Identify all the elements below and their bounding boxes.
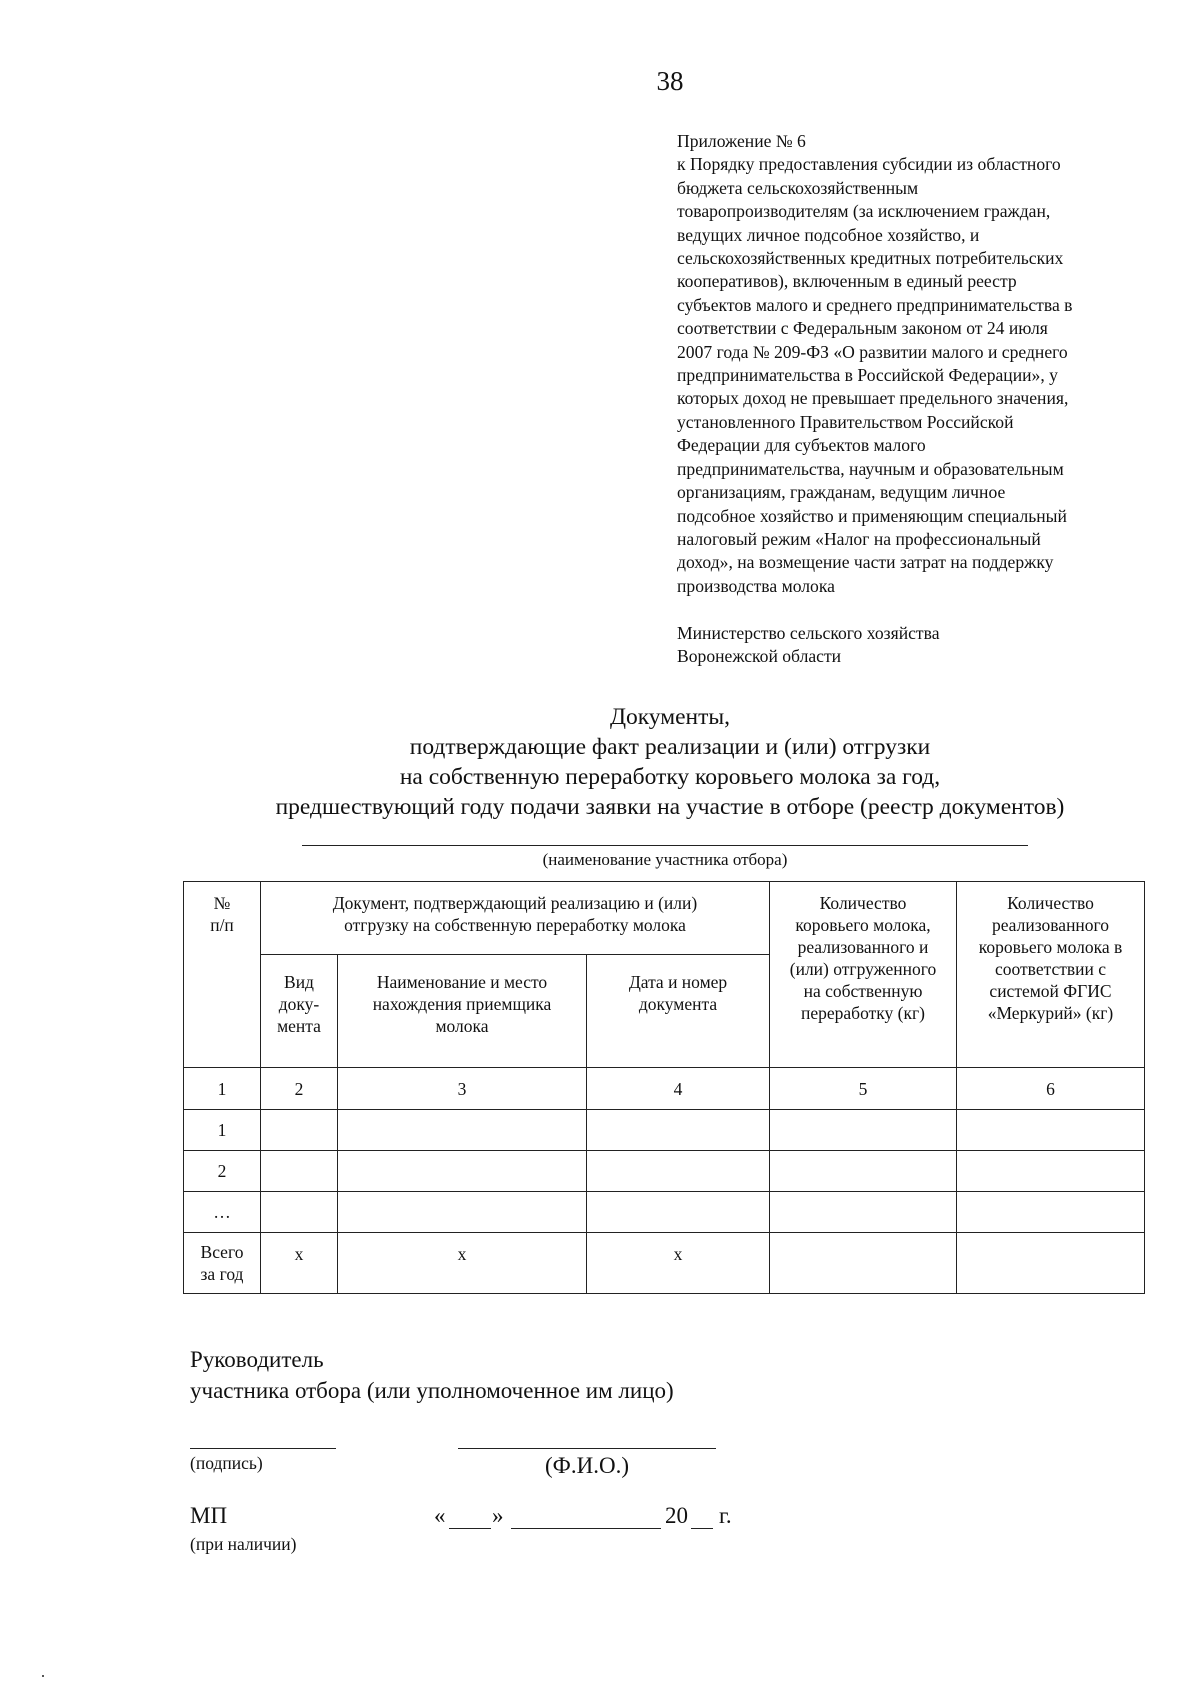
appendix-line: кооперативов), включенным в единый реестр bbox=[677, 271, 1017, 292]
fio-line bbox=[458, 1448, 716, 1449]
header-doc-type bbox=[261, 955, 338, 1068]
date-month-line bbox=[511, 1528, 661, 1529]
table-row bbox=[184, 1110, 1145, 1151]
appendix-line: подсобное хозяйство и применяющим специальный bbox=[677, 505, 1067, 526]
title-line: Документы, bbox=[609, 704, 731, 730]
header-text: Документ, подтверждающий реализацию и (или) bbox=[332, 893, 698, 913]
page-number: 38 bbox=[656, 66, 684, 96]
appendix-line: которых доход не превышает предельного значения, bbox=[677, 388, 1069, 409]
header-text: (или) отгруженного bbox=[789, 959, 937, 979]
table-cell bbox=[338, 1151, 587, 1192]
row-number: … bbox=[184, 1192, 261, 1233]
header-text: нахождения приемщика bbox=[372, 994, 552, 1014]
column-number: 3 bbox=[338, 1068, 587, 1110]
table-cell bbox=[338, 1110, 587, 1151]
header-text: соответствии с bbox=[994, 959, 1107, 979]
appendix-line: товаропроизводителям (за исключением граждан, bbox=[677, 201, 1051, 222]
header-text: Наименование и место bbox=[376, 972, 548, 992]
column-number: 6 bbox=[957, 1068, 1145, 1110]
appendix-line: к Порядку предоставления субсидии из областного bbox=[677, 154, 1061, 175]
header-text: п/п bbox=[210, 915, 234, 935]
header-text: системой ФГИС bbox=[989, 981, 1112, 1001]
addressee bbox=[677, 622, 1157, 669]
header-text: переработку (кг) bbox=[801, 1003, 925, 1023]
table-cell bbox=[261, 1192, 338, 1233]
header-text: мента bbox=[277, 1016, 321, 1036]
title-line: подтверждающие факт реализации и (или) отгрузки bbox=[409, 734, 931, 760]
stamp-note: (при наличии) bbox=[190, 1534, 297, 1554]
date-open-quote: « bbox=[434, 1503, 446, 1528]
table-cell bbox=[770, 1110, 957, 1151]
addressee-line: Воронежской области bbox=[677, 646, 842, 667]
date-day-line bbox=[449, 1528, 491, 1529]
appendix-line: установленного Правительством Российской bbox=[677, 411, 1014, 432]
header-text: № bbox=[213, 893, 231, 913]
column-number: 4 bbox=[587, 1068, 770, 1110]
table-cell bbox=[587, 1110, 770, 1151]
stamp-label: МП bbox=[190, 1503, 228, 1528]
table-cell bbox=[338, 1192, 587, 1233]
appendix-line: производства молока bbox=[677, 575, 835, 596]
appendix-line: субъектов малого и среднего предпринимательства в bbox=[677, 294, 1073, 315]
date-year-suffix: г. bbox=[719, 1503, 732, 1528]
appendix-line: ведущих личное подсобное хозяйство, и bbox=[677, 224, 980, 245]
header-document-group bbox=[261, 882, 770, 955]
participant-caption: (наименование участника отбора) bbox=[542, 850, 788, 869]
header-text: Количество bbox=[1007, 893, 1094, 913]
header-date-number bbox=[587, 955, 770, 1068]
header-text: доку- bbox=[278, 994, 320, 1014]
total-label-text: за год bbox=[200, 1264, 244, 1284]
header-text: Дата и номер bbox=[628, 972, 728, 992]
appendix-line: бюджета сельскохозяйственным bbox=[677, 177, 919, 198]
appendix-line: налоговый режим «Налог на профессиональный bbox=[677, 528, 1041, 549]
table-cell bbox=[957, 1151, 1145, 1192]
signature-caption: (подпись) bbox=[190, 1453, 263, 1473]
total-cell bbox=[957, 1233, 1145, 1294]
header-mercury-quantity bbox=[957, 882, 1145, 1068]
total-label bbox=[184, 1233, 261, 1294]
appendix-line: организациям, гражданам, ведущим личное bbox=[677, 482, 1006, 503]
date-close-quote: » bbox=[492, 1503, 504, 1528]
header-quantity bbox=[770, 882, 957, 1068]
title-line: предшествующий году подачи заявки на участие в отборе (реестр документов) bbox=[275, 794, 1065, 820]
table-cell bbox=[957, 1110, 1145, 1151]
appendix-line: Федерации для субъектов малого bbox=[677, 435, 926, 456]
header-text: отгрузку на собственную переработку молока bbox=[344, 915, 686, 935]
table-cell bbox=[770, 1151, 957, 1192]
fio-caption: (Ф.И.О.) bbox=[545, 1453, 629, 1478]
appendix-line: доход», на возмещение части затрат на поддержку bbox=[677, 552, 1054, 573]
addressee-line: Министерство сельского хозяйства bbox=[677, 623, 940, 643]
column-number: 5 bbox=[770, 1068, 957, 1110]
scan-speck bbox=[42, 1675, 44, 1677]
appendix-line: предпринимательства, научным и образовательным bbox=[677, 458, 1064, 479]
appendix-line: предпринимательства в Российской Федерации», у bbox=[677, 365, 1058, 386]
total-cell: х bbox=[587, 1233, 770, 1294]
date-year-line bbox=[691, 1528, 713, 1529]
appendix-line: сельскохозяйственных кредитных потребительских bbox=[677, 248, 1064, 269]
total-row bbox=[184, 1233, 1145, 1294]
appendix-line: 2007 года № 209-ФЗ «О развитии малого и среднего bbox=[677, 341, 1068, 362]
date-year-prefix: 20 bbox=[665, 1503, 688, 1528]
header-receiver bbox=[338, 955, 587, 1068]
header-num bbox=[184, 882, 261, 1068]
table-cell bbox=[261, 1110, 338, 1151]
title-line: на собственную переработку коровьего молока за год, bbox=[399, 764, 941, 790]
header-text: молока bbox=[435, 1016, 489, 1036]
row-number: 1 bbox=[184, 1110, 261, 1151]
table-row bbox=[184, 1192, 1145, 1233]
table-cell bbox=[261, 1151, 338, 1192]
header-row bbox=[184, 882, 1145, 955]
header-text: Количество bbox=[819, 893, 907, 913]
appendix-line: соответствии с Федеральным законом от 24 июля bbox=[677, 318, 1048, 339]
table-cell bbox=[587, 1192, 770, 1233]
total-cell: х bbox=[261, 1233, 338, 1294]
header-text: реализованного и bbox=[797, 937, 929, 957]
header-text: Вид bbox=[284, 972, 314, 992]
appendix-line: Приложение № 6 bbox=[677, 131, 806, 151]
column-number: 1 bbox=[184, 1068, 261, 1110]
document-title bbox=[160, 702, 1180, 822]
table-cell bbox=[770, 1192, 957, 1233]
table-cell bbox=[957, 1192, 1145, 1233]
header-text: на собственную bbox=[803, 981, 923, 1001]
table-cell bbox=[587, 1151, 770, 1192]
total-cell bbox=[770, 1233, 957, 1294]
table-row bbox=[184, 1151, 1145, 1192]
signature-line bbox=[190, 1448, 336, 1449]
signatory-subtitle: участника отбора (или уполномоченное им лицо) bbox=[190, 1378, 674, 1403]
signatory-title: Руководитель bbox=[190, 1347, 324, 1372]
header-text: коровьего молока в bbox=[978, 937, 1123, 957]
row-number: 2 bbox=[184, 1151, 261, 1192]
registry-table bbox=[183, 881, 1145, 1294]
total-label-text: Всего bbox=[200, 1242, 244, 1262]
column-number: 2 bbox=[261, 1068, 338, 1110]
header-text: документа bbox=[638, 994, 718, 1014]
header-text: коровьего молока, bbox=[795, 915, 931, 935]
participant-name-line bbox=[302, 845, 1028, 846]
appendix-heading bbox=[677, 130, 1157, 598]
header-text: реализованного bbox=[991, 915, 1110, 935]
total-cell: х bbox=[338, 1233, 587, 1294]
header-text: «Меркурий» (кг) bbox=[987, 1003, 1114, 1023]
column-number-row bbox=[184, 1068, 1145, 1110]
